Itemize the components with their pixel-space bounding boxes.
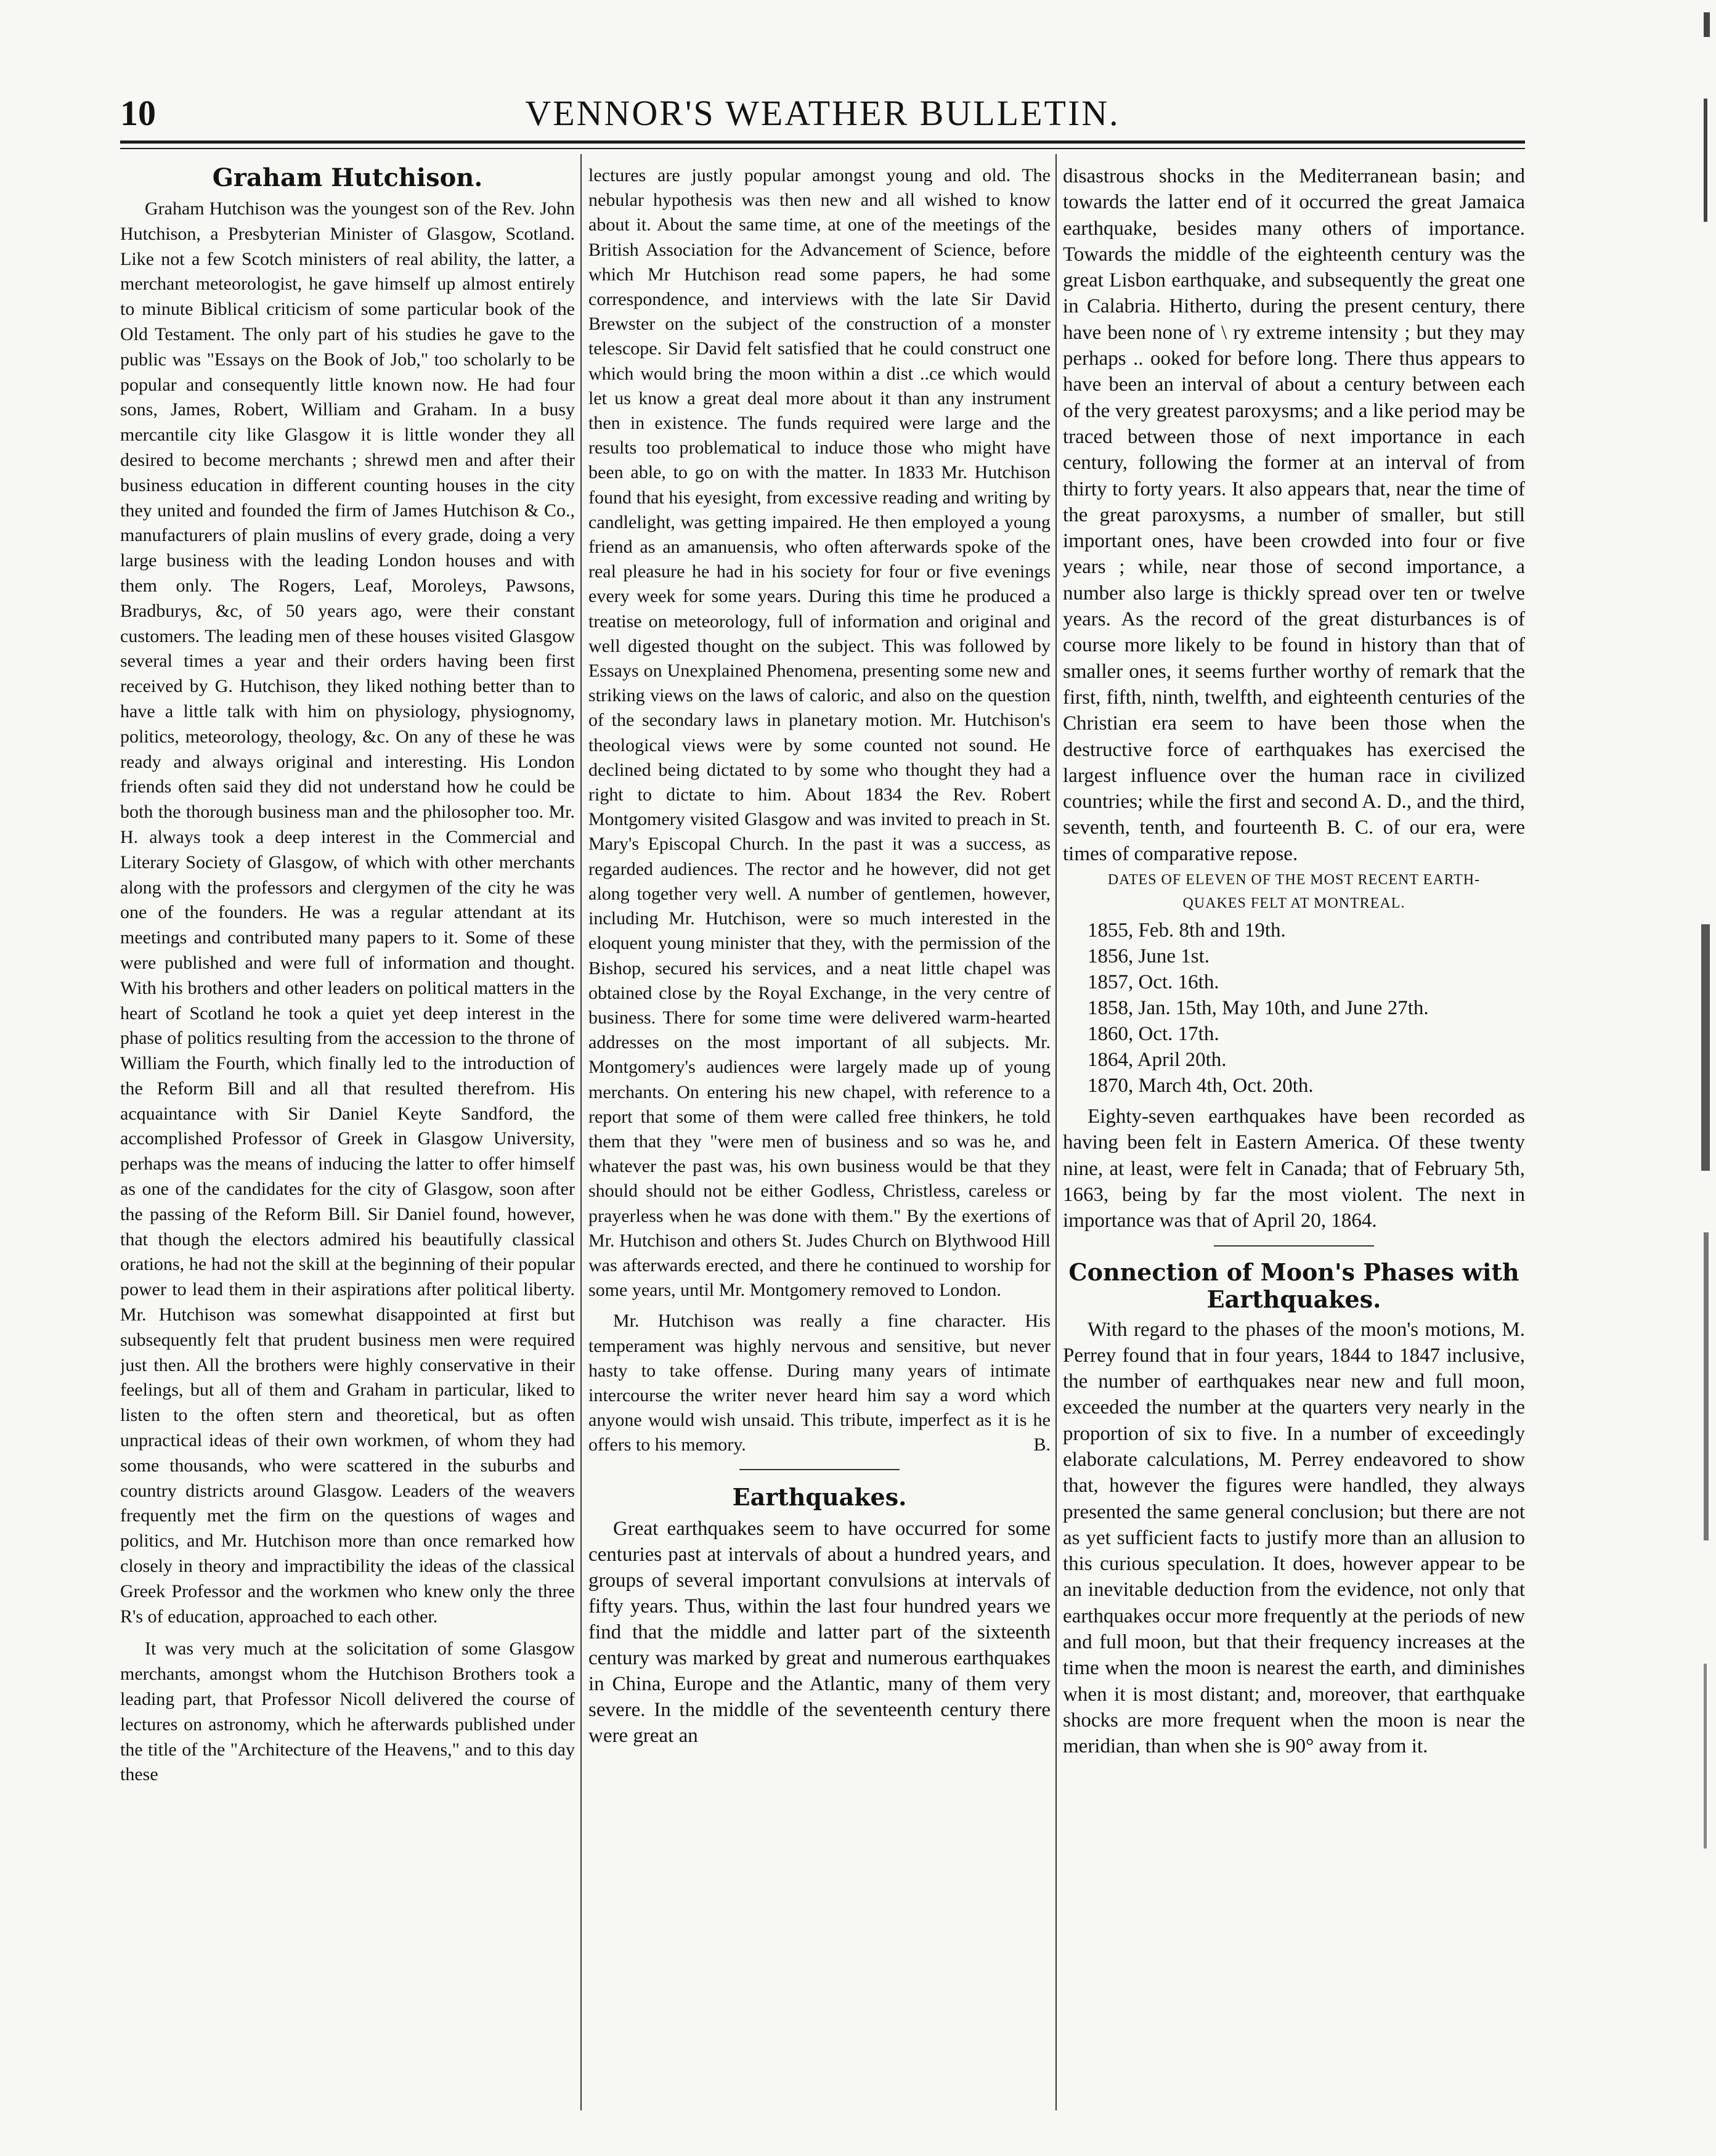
date-item: 1857, Oct. 16th. xyxy=(1088,971,1219,994)
date-item: 1864, April 20th. xyxy=(1088,1049,1227,1072)
column-divider xyxy=(580,154,582,2110)
section-rule xyxy=(1214,1245,1374,1247)
section-rule xyxy=(739,1469,900,1470)
tribute-text: Mr. Hutchison was really a fine character. His temperament was highly nervous and sensitive, but never hasty to take offense. During many years of intimate intercourse the writer never heard him say a word which anyone would wish unsaid. This tribute, imperfect as it is he offers to his memory. xyxy=(588,1311,1051,1455)
date-item: 1860, Oct. 17th. xyxy=(1088,1023,1219,1046)
scan-edge-shadow xyxy=(1679,0,1716,2156)
column-2 xyxy=(588,163,1051,2104)
earthquake-dates-list xyxy=(1088,917,1525,1099)
header-rule-thin xyxy=(120,148,1525,149)
dates-list-subtitle: QUAKES FELT AT MONTREAL. xyxy=(1182,895,1405,912)
date-item: 1855, Feb. 8th and 19th. xyxy=(1088,919,1286,942)
article-paragraph: Graham Hutchison was the youngest son of the Rev. John Hutchison, a Presbyterian Minister of Glasgow, Scotland. Like not a few Scotch ministers of real ability, the latter, a merchant meteorologist, he gave himself up almost entirely to minute Biblical criticism of some particular book of the Old Testament. The only part of his studies he gave to the public was "Essays on the Book of Job," too scholarly to be popular and consequently little known now. He had four sons, James, Robert, William and Graham. In a busy mercantile city like Glasgow it is little wonder they all desired to become merchants ; shrewd men and after their business education in different counting houses in the city they united and founded the firm of James Hutchison & Co., manufacturers of plain muslins of every grade, doing a very large business with the leading London houses and with them only. The Rogers, Leaf, Moroleys, Pawsons, Bradburys, &c, of 50 years ago, were their constant customers. The leading men of these houses visited Glasgow several times a year and their orders having been first received by G. Hutchison, they liked nothing better than to have a little talk with him on physiology, physiognomy, politics, meteorology, theology, &c. On any of these he was ready and always original and interesting. His London friends often said they did not understand how he could be both the thorough business man and the philosopher too. Mr. H. always took a deep interest in the Commercial and Literary Society of Glasgow, of which with other merchants along with the professors and clergymen of the city he was one of the founders. He was a regular attendant at its meetings and contributed many papers to it. Some of these were published and were full of information and thought. With his brothers and other leaders on political matters in the heart of Scotland he took a quiet yet deep interest in the phase of politics resulting from the accession to the throne of William the Fourth, which finally led to the introduction of the Reform Bill and all that resulted therefrom. His acquaintance with Sir Daniel Keyte Sandford, the accomplished Professor of Greek in Glasgow University, perhaps was the means of inducing the latter to offer himself as one of the candidates for the city of Glasgow, soon after the passing of the Reform Bill. Sir Daniel found, however, that though the electors admired his beautifully classical orations, he had not the skill at the beginning of their popular power to lead them in their aspirations after political liberty. Mr. Hutchison was somewhat disappointed at first but subsequently felt that prudent business men were required just then. All the brothers were highly conservative in their feelings, but all of them and Graham in particular, liked to listen to the often stern and theoretical, but as often unpractical ideas of their own workmen, of whom they had some thousands, who were scattered in the suburbs and country districts around Glasgow. Leaders of the weavers frequently met the firm on the questions of wages and politics, and Mr. Hutchison more than once remarked how closely in theory and impractibility the ideas of the classical Greek Professor and the workmen who knew only the three R's of education, approached to each other. xyxy=(120,198,575,1627)
article-heading-moon-phases: Connection of Moon's Phases with Earthquakes. xyxy=(1068,1258,1519,1313)
article-heading-graham-hutchison: Graham Hutchison. xyxy=(212,163,483,192)
column-1 xyxy=(120,163,575,2104)
page-header xyxy=(120,92,1525,136)
author-signature: B. xyxy=(1033,1434,1051,1455)
column-3 xyxy=(1063,163,1525,2104)
article-paragraph: With regard to the phases of the moon's motions, M. Perrey found that in four years, 1844 to 1847 inclusive, the number of earthquakes near new and full moon, exceeded the number at the quarters very nearly in the proportion of six to five. In a number of exceedingly elaborate calculations, M. Perrey endeavored to show that, however the figures were handled, they always presented the same general conclusion; but there are not as yet sufficient facts to justify more than an allusion to this curious speculation. It does, however appear to be an inevitable deduction from the evidence, not only that earthquakes occur more frequently at the periods of new and full moon, but that their frequency increases at the time when the moon is nearest the earth, and diminishes when it is most distant; and, moreover, that earthquake shocks are more frequent when the moon is near the meridian, than when she is 90° away from it. xyxy=(1063,1318,1525,1758)
page-number: 10 xyxy=(120,93,156,133)
article-paragraph: Great earthquakes seem to have occurred for some centuries past at intervals of about a hundred years, and groups of several important convulsions at intervals of fifty years. Thus, within the last four hundred years we find that the middle and latter part of the sixteenth century was marked by great and numerous earthquakes in China, Europe and the Atlantic, many of them very severe. In the middle of the seventeenth century there were great an xyxy=(588,1517,1051,1747)
running-title: VENNOR'S WEATHER BULLETIN. xyxy=(525,93,1120,133)
article-paragraph: It was very much at the solicitation of some Glasgow merchants, amongst whom the Hutchison Brothers took a leading part, that Professor Nicoll delivered the course of lectures on astronomy, which he afterwards published under the title of the "Architecture of the Heavens," and to this day these xyxy=(120,1638,575,1785)
date-item: 1856, June 1st. xyxy=(1088,945,1210,968)
article-heading-earthquakes: Earthquakes. xyxy=(732,1483,907,1511)
dates-list-title: DATES OF ELEVEN OF THE MOST RECENT EARTH- xyxy=(1107,872,1481,889)
article-paragraph: disastrous shocks in the Mediterranean basin; and towards the latter end of it occurred the great Jamaica earthquake, besides many others of importance. Towards the middle of the eighteenth century was the great Lisbon earthquake, and subsequently the great one in Calabria. Hitherto, during the present century, there have been none of \ ry extreme intensity ; but they may perhaps .. ooked for before long. There thus appears to have been an interval of about a century between each of the very greatest paroxysms; and a like period may be traced between those of next importance in each century, following the former at an interval of from thirty to forty years. It also appears that, near the time of the great paroxysms, a number of smaller, but still important ones, have been crowded into four or five years ; while, near those of second importance, a number also large is thickly spread over ten or twelve years. As the record of the great disturbances is of course more likely to be found in history than that of smaller ones, it seems further worthy of remark that the first, fifth, ninth, twelfth, and eighteenth centuries of the Christian era seem to have been those when the destructive force of earthquakes has exercised the largest influence over the human race in civilized countries; while the first and second A. D., and the third, seventh, tenth, and fourteenth B. C. of our era, were times of comparative repose. xyxy=(1063,165,1525,865)
article-paragraph: Eighty-seven earthquakes have been recorded as having been felt in Eastern America. Of these twenty nine, at least, were felt in Canada; that of February 5th, 1663, being by far the most violent. The next in importance was that of April 20, 1864. xyxy=(1063,1105,1525,1232)
column-divider xyxy=(1055,154,1057,2110)
date-item: 1858, Jan. 15th, May 10th, and June 27th. xyxy=(1088,997,1429,1020)
article-paragraph: lectures are justly popular amongst young and old. The nebular hypothesis was then new and all wished to know about it. About the same time, at one of the meetings of the British Association for the Advancement of Science, before which Mr Hutchison read some papers, he had some correspondence, and interviews with the late Sir David Brewster on the subject of the construction of a monster telescope. Sir David felt satisfied that he could construct one which would bring the moon within a dist ..ce which would let us know a great deal more about it than any instrument then in existence. The funds required were large and the results too problematical to induce those who might have been able, to go on with the matter. In 1833 Mr. Hutchison found that his eyesight, from excessive reading and writing by candlelight, was getting impaired. He then employed a young friend as an amanuensis, who often afterwards spoke of the real pleasure he had in his society for four or five evenings every week for some years. During this time he produced a treatise on meteorology, full of information and original and well digested thought on the subject. This was followed by Essays on Unexplained Phenomena, presenting some new and striking views on the laws of caloric, and also on the question of the secondary laws in planetary motion. Mr. Hutchison's theological views were by some counted not sound. He declined being dictated to by some who thought they had a right to dictate to him. About 1834 the Rev. Robert Montgomery visited Glasgow and was invited to preach in St. Mary's Episcopal Church. In the past it was a success, as regarded audiences. The rector and he however, did not get along together very well. A number of gentlemen, however, including Mr. Hutchison, were so much interested in the eloquent young minister that they, with the permission of the Bishop, secured his services, and a neat little chapel was obtained close by the Royal Exchange, in the very centre of business. There for some time were delivered warm-hearted addresses on the most important of all subjects. Mr. Montgomery's audiences were largely made up of young merchants. On entering his new chapel, with reference to a report that some of them were called free thinkers, he told them that they "were men of business and so was he, and whatever the past was, his own business would be that they should should not be either Godless, Christless, careless or prayerless when he was done with them." By the exertions of Mr. Hutchison and others St. Judes Church on Blythwood Hill was afterwards erected, and there he continued to worship for some years, until Mr. Montgomery removed to London. xyxy=(588,165,1051,1301)
header-rule xyxy=(120,140,1525,144)
article-paragraph xyxy=(588,1309,1051,1457)
date-item: 1870, March 4th, Oct. 20th. xyxy=(1088,1075,1314,1097)
